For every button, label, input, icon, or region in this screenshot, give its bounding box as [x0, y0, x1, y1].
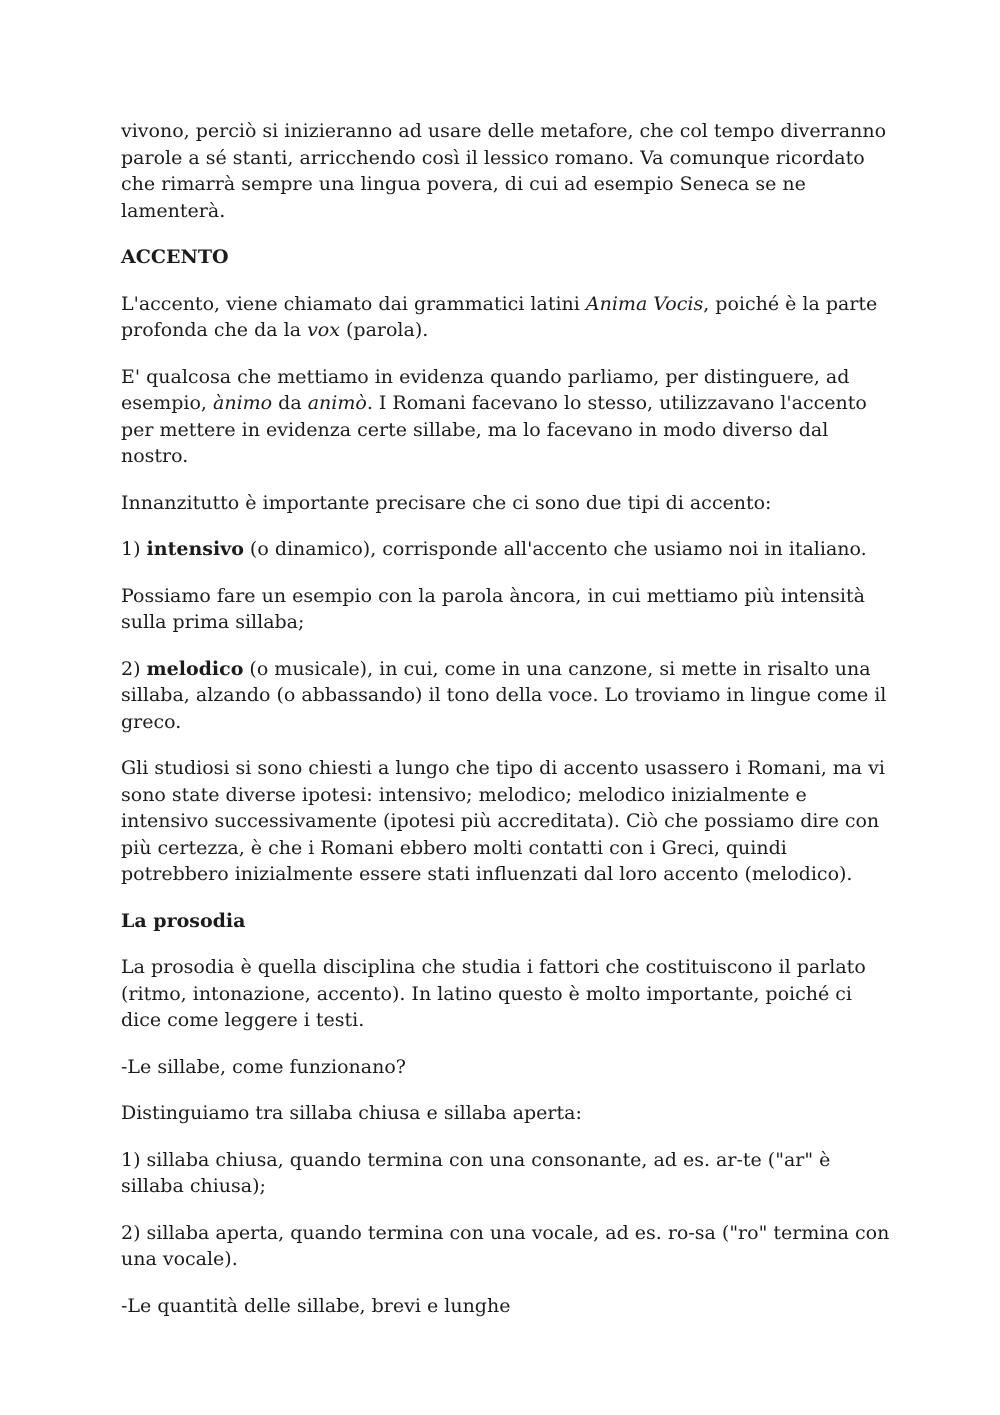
heading-prosodia: La prosodia	[121, 909, 246, 932]
paragraph-studiosi: Gli studiosi si sono chiesti a lungo che tipo di accento usassero i Romani, ma vi sono state diverse ipotesi: intensivo; melodico; melodico inizialmente e intensivo successivamente (ipotesi più accreditata). Ciò che possiamo dire con più certezza, è che i Romani ebbero molti contatti con i Greci, quindi potrebbero inizialmente essere stati influenzati dal loro accento (melodico).	[121, 757, 885, 885]
paragraph-tipi-accento: Innanzitutto è importante precisare che ci sono due tipi di accento:	[121, 491, 772, 514]
text-run: 1)	[121, 538, 147, 560]
text-run: (o dinamico), corrisponde all'accento che usiamo noi in italiano.	[243, 538, 867, 560]
heading-accento: ACCENTO	[121, 246, 229, 268]
paragraph-distinguiamo: Distinguiamo tra sillaba chiusa e sillaba aperta:	[121, 1102, 582, 1124]
paragraph-metafore: vivono, perciò si inizieranno ad usare delle metafore, che col tempo diverranno parole a sé stanti, arricchendo così il lessico romano. Va comunque ricordato che rimarrà sempre una lingua povera, di cui ad esempio Seneca se ne lamenterà.	[121, 120, 887, 222]
italic-term-vox: vox	[307, 319, 340, 341]
italic-term-animo: ànimo	[213, 392, 273, 414]
text-run: (parola).	[339, 319, 429, 341]
text-run: L'accento, viene chiamato dai grammatici latini	[121, 292, 586, 315]
paragraph-prosodia: La prosodia è quella disciplina che studia i fattori che costituiscono il parlato (ritmo, intonazione, accento). In latino questo è molto importante, poiché ci dice come leggere i testi.	[121, 956, 866, 1031]
paragraph-evidenza	[121, 364, 891, 470]
text-run: (o musicale), in cui, come in una canzone, si mette in risalto una sillaba, alzando (o abbassando) il tono della voce. Lo troviamo in lingue come il greco.	[121, 657, 887, 733]
bold-term-intensivo: intensivo	[146, 538, 244, 560]
paragraph-quantita: -Le quantità delle sillabe, brevi e lunghe	[121, 1294, 511, 1317]
paragraph-intensivo	[121, 536, 891, 563]
paragraph-ancora: Possiamo fare un esempio con la parola àncora, in cui mettiamo più intensità sulla prima sillaba;	[121, 584, 865, 633]
text-run: 2)	[121, 657, 147, 680]
italic-term-animo-2: animò	[307, 392, 367, 414]
bold-term-melodico: melodico	[146, 657, 244, 680]
text-run: da	[272, 392, 308, 414]
text-run: , poiché è la parte profonda che da la	[121, 292, 878, 341]
italic-term-anima-vocis: Anima Vocis	[585, 292, 704, 315]
text-run: . I Romani facevano lo stesso, utilizzavano l'accento per mettere in evidenza certe sillabe, ma lo facevano in modo diverso dal nostro.	[121, 392, 867, 467]
paragraph-anima-vocis	[121, 291, 891, 344]
document-page	[121, 118, 891, 1339]
paragraph-sillaba-aperta: 2) sillaba aperta, quando termina con una vocale, ad es. ro-sa ("ro" termina con una vocale).	[121, 1221, 890, 1270]
text-run: E' qualcosa che mettiamo in evidenza quando parliamo, per distinguere, ad esempio,	[121, 365, 850, 414]
paragraph-sillaba-chiusa: 1) sillaba chiusa, quando termina con una consonante, ad es. ar-te ("ar" è sillaba chiusa);	[121, 1148, 831, 1197]
paragraph-sillabe-question: -Le sillabe, come funzionano?	[121, 1055, 406, 1078]
paragraph-melodico	[121, 656, 891, 736]
